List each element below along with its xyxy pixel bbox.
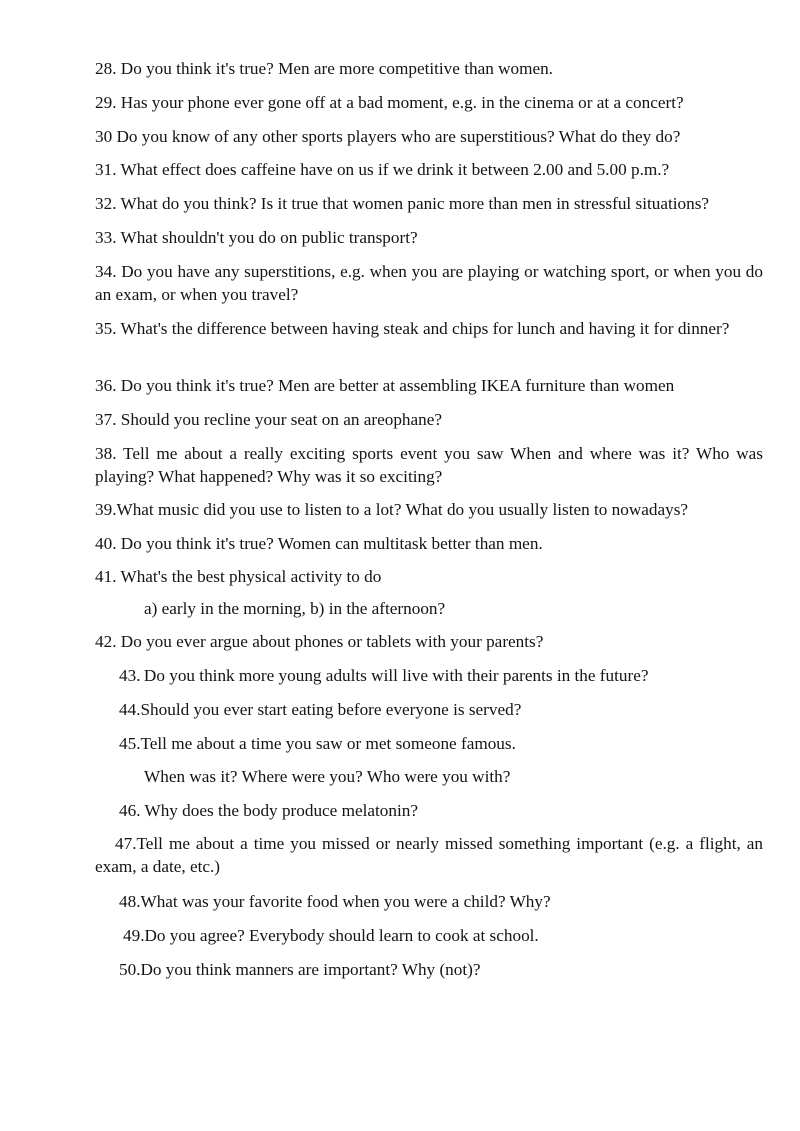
question-38: 38. Tell me about a really exciting sports event you saw When and where was it? Who was playing? What happened? Why was it so exciting? bbox=[95, 444, 763, 486]
question-31: 31. What effect does caffeine have on us if we drink it between 2.00 and 5.00 p.m.? bbox=[95, 160, 670, 179]
question-42: 42. Do you ever argue about phones or tablets with your parents? bbox=[95, 632, 544, 651]
question-43: 43. Do you think more young adults will live with their parents in the future? bbox=[119, 666, 649, 685]
question-34: 34. Do you have any superstitions, e.g. when you are playing or watching sport, or when you do an exam, or when you travel? bbox=[95, 262, 763, 304]
question-39: 39.What music did you use to listen to a lot? What do you usually listen to nowadays? bbox=[95, 500, 689, 519]
question-30: 30 Do you know of any other sports players who are superstitious? What do they do? bbox=[95, 127, 681, 146]
question-37: 37. Should you recline your seat on an areophane? bbox=[95, 410, 442, 429]
question-41: 41. What's the best physical activity to do bbox=[95, 567, 382, 586]
question-50: 50.Do you think manners are important? Why (not)? bbox=[119, 960, 481, 979]
question-49: 49.Do you agree? Everybody should learn to cook at school. bbox=[123, 926, 539, 945]
question-46: 46. Why does the body produce melatonin? bbox=[119, 801, 418, 820]
question-45: 45.Tell me about a time you saw or met someone famous. bbox=[119, 734, 516, 753]
question-47: 47.Tell me about a time you missed or nearly missed something important (e.g. a flight, an exam, a date, etc.) bbox=[95, 834, 763, 876]
question-29: 29. Has your phone ever gone off at a bad moment, e.g. in the cinema or at a concert? bbox=[95, 93, 684, 112]
question-33: 33. What shouldn't you do on public transport? bbox=[95, 228, 418, 247]
question-41-options: a) early in the morning, b) in the afternoon? bbox=[144, 599, 446, 618]
question-40: 40. Do you think it's true? Women can multitask better than men. bbox=[95, 534, 543, 553]
question-28: 28. Do you think it's true? Men are more competitive than women. bbox=[95, 59, 553, 78]
question-32: 32. What do you think? Is it true that women panic more than men in stressful situations? bbox=[95, 194, 710, 213]
question-48: 48.What was your favorite food when you were a child? Why? bbox=[119, 892, 551, 911]
question-44: 44.Should you ever start eating before everyone is served? bbox=[119, 700, 522, 719]
question-35: 35. What's the difference between having steak and chips for lunch and having it for dinner? bbox=[95, 319, 730, 338]
question-45-followup: When was it? Where were you? Who were you with? bbox=[144, 767, 511, 786]
question-36: 36. Do you think it's true? Men are better at assembling IKEA furniture than women bbox=[95, 376, 675, 395]
